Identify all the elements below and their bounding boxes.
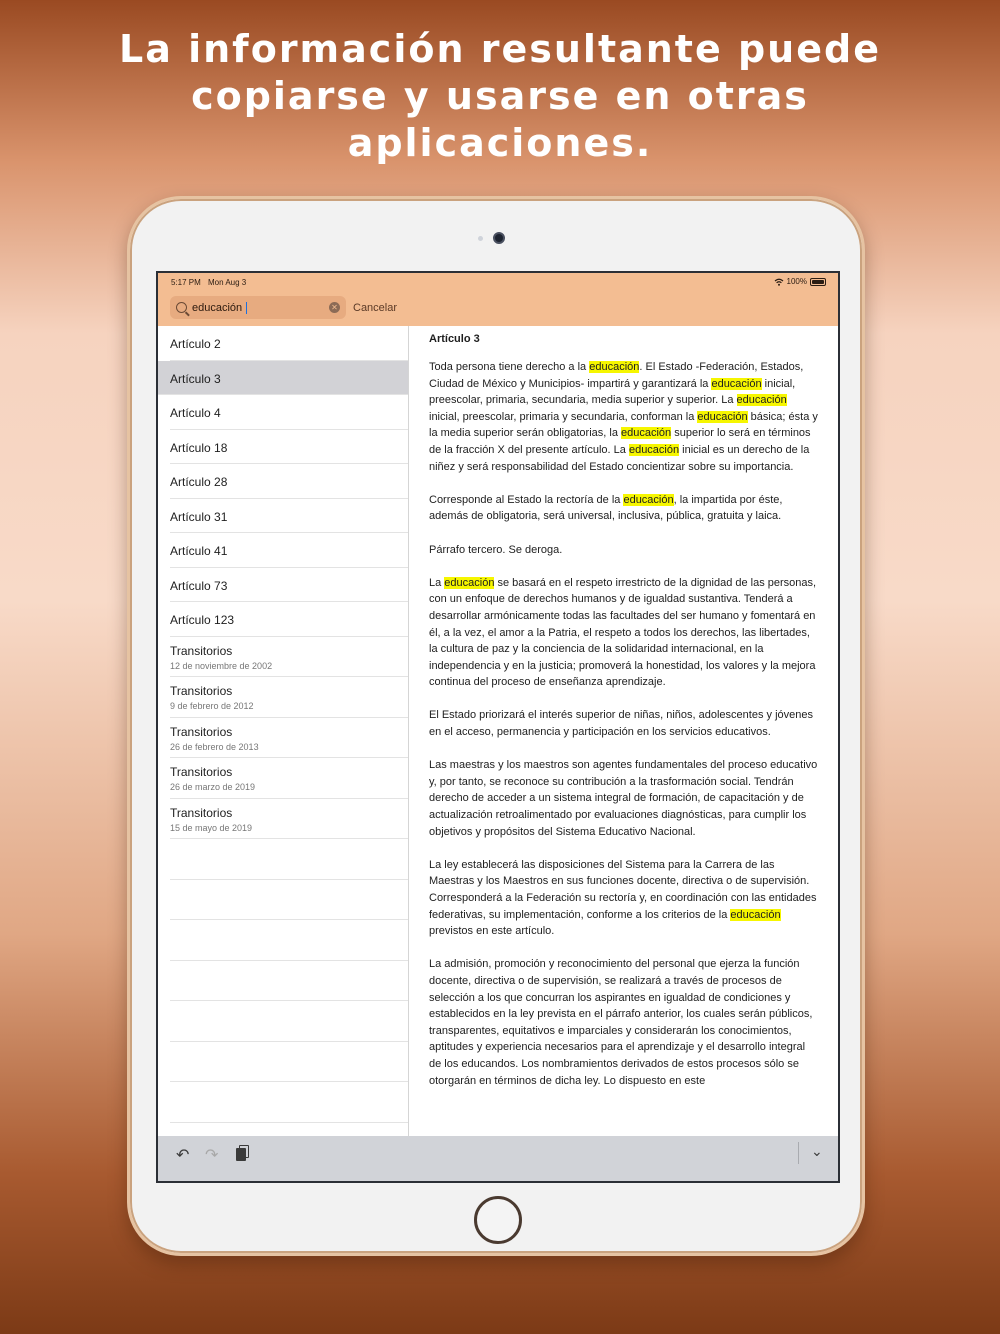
list-item-title: Transitorios [170, 643, 233, 658]
article-paragraph[interactable]: La admisión, promoción y reconocimiento del personal que ejerza la función docente, directiva o de supervisión, se realizará a través de procesos de selección a los que concurran los aspirantes en igualdad de condiciones y establecidos en la ley prevista en el párrafo anterior, los cuales serán públicos, transparentes, equitativos e imparciales y considerarán los conocimientos, aptitudes y experiencia necesarios para el aprendizaje y el desarrollo integral de los educandos. Los nombramientos derivados de estos procesos sólo se otorgarán en términos de dicha ley. Lo dispuesto en este [429, 958, 813, 1087]
undo-icon[interactable]: ↶ [176, 1147, 190, 1164]
empty-row [170, 880, 408, 921]
list-item-transitorios[interactable] [170, 758, 408, 799]
article-body[interactable] [429, 359, 820, 1089]
search-highlight: educación [444, 576, 495, 589]
list-item[interactable]: Artículo 123 [170, 602, 408, 637]
sensor-dot [478, 236, 483, 241]
list-item-date: 9 de febrero de 2012 [170, 701, 254, 711]
list-item-selected[interactable]: Artículo 3 [158, 361, 408, 396]
list-item-date: 26 de febrero de 2013 [170, 741, 259, 752]
list-item[interactable]: Artículo 41 [170, 533, 408, 568]
search-highlight: educación [623, 493, 674, 506]
search-icon [176, 302, 187, 313]
article-list [158, 326, 409, 1136]
list-item-title: Transitorios [170, 724, 233, 739]
status-bar [158, 273, 838, 291]
app-screen [156, 271, 840, 1183]
search-input[interactable]: educación [192, 302, 247, 314]
search-highlight: educación [589, 361, 640, 373]
search-field[interactable] [170, 296, 346, 319]
list-item-title: Transitorios [170, 805, 233, 820]
chevron-down-icon[interactable]: ⌄ [811, 1143, 823, 1159]
front-camera [493, 232, 505, 244]
search-highlight: educación [730, 908, 781, 921]
top-bar [158, 273, 838, 326]
cancel-button[interactable]: Cancelar [353, 302, 398, 314]
empty-row [170, 1123, 408, 1137]
headline-line-3: aplicaciones. [347, 121, 653, 165]
list-item[interactable]: Artículo 28 [170, 464, 408, 499]
article-paragraph[interactable]: Las maestras y los maestros son agentes fundamentales del proceso educativo y, por tanto, se reconoce su contribución a la trasformación social. Tendrán derecho de acceder a un sistema integral de formación, de capacitación y de actualización retroalimentado por evaluaciones diagnósticas, para cumplir los objetivos y propósitos del Sistema Educativo Nacional. [429, 759, 818, 838]
article-paragraph[interactable]: La ley establecerá las disposiciones del Sistema para la Carrera de las Maestras y los Maestros en sus funciones docente, directiva o de supervisión. Corresponderá a la Federación su rectoría y, en coordinación con las entidades federativas, su implementación, conforme a los criterios de la educación previstos en este artículo. [429, 858, 817, 938]
article-paragraph[interactable]: El Estado priorizará el interés superior de niñas, niños, adolescentes y jóvenes en el acceso, permanencia y participación en los servicios educativos. [429, 709, 813, 739]
list-item[interactable]: Artículo 73 [170, 568, 408, 603]
search-highlight: educación [621, 427, 672, 440]
list-item[interactable]: Artículo 4 [170, 395, 408, 430]
keyboard-toolbar [158, 1136, 838, 1181]
clear-icon[interactable]: ✕ [329, 302, 340, 313]
list-item-title: Transitorios [170, 684, 233, 698]
paste-icon[interactable] [236, 1145, 250, 1161]
list-item-title: Transitorios [170, 765, 233, 779]
search-highlight: educación [628, 443, 680, 456]
promo-headline [0, 26, 1000, 167]
search-highlight: educación [711, 377, 762, 390]
headline-line-1: La información resultante puede [119, 27, 881, 71]
empty-row [170, 961, 408, 1002]
empty-row [170, 1082, 408, 1123]
empty-row [170, 839, 408, 880]
empty-row [170, 1001, 408, 1042]
battery-percent: 100% [786, 277, 807, 286]
list-item[interactable]: Artículo 18 [170, 430, 408, 465]
list-item-transitorios[interactable] [170, 677, 408, 718]
list-item-date: 12 de noviembre de 2002 [170, 660, 273, 671]
toolbar-divider [798, 1142, 799, 1164]
empty-row [170, 1042, 408, 1083]
list-item-date: 26 de marzo de 2019 [170, 782, 256, 792]
article-paragraph[interactable]: Párrafo tercero. Se deroga. [429, 543, 563, 556]
battery-icon [810, 278, 826, 286]
list-item-date: 15 de mayo de 2019 [170, 822, 253, 833]
status-date: Mon Aug 3 [208, 278, 247, 287]
article-title: Artículo 3 [429, 333, 480, 345]
search-highlight: educación [736, 394, 787, 407]
list-item-transitorios[interactable] [170, 718, 408, 759]
list-item[interactable]: Artículo 2 [170, 326, 408, 361]
headline-line-2: copiarse y usarse en otras [191, 74, 809, 118]
status-right [774, 277, 826, 286]
ipad-frame [127, 196, 865, 1256]
article-paragraph[interactable]: Toda persona tiene derecho a la educación. El Estado -Federación, Estados, Ciudad de México y Municipios- impartirá y garantizará la educación inicial, preescolar, primaria, secundaria, media superior y superior. La educación inicial, preescolar, primaria y secundaria, conforman la educación básica; ésta y la media superior serán obligatorias, la educación superior lo será en términos de la fracción X del presente artículo. La educación inicial es un derecho de la niñez y será responsabilidad del Estado concientizar sobre su importancia. [429, 361, 818, 473]
redo-icon[interactable]: ↷ [205, 1147, 219, 1164]
home-button[interactable] [474, 1196, 522, 1244]
list-item-transitorios[interactable] [170, 799, 408, 840]
search-highlight: educación [697, 410, 748, 423]
status-time: 5:17 PM [171, 278, 201, 287]
list-item[interactable]: Artículo 31 [170, 499, 408, 534]
article-paragraph[interactable]: Corresponde al Estado la rectoría de la educación, la impartida por éste, además de obligatoria, será universal, inclusiva, pública, gratuita y laica. [429, 493, 783, 523]
article-content[interactable] [410, 326, 838, 1136]
list-item-transitorios[interactable] [170, 637, 408, 678]
wifi-icon [774, 278, 784, 286]
empty-row [170, 920, 408, 961]
article-paragraph[interactable]: La educación se basará en el respeto irrestricto de la dignidad de las personas, con un enfoque de derechos humanos y de igualdad sustantiva. Tenderá a desarrollar armónicamente todas las facultades del ser humano y fomentará en él, a la vez, el amor a la Patria, el respeto a todos los derechos, las libertades, la cultura de paz y la conciencia de la solidaridad internacional, en la independencia y en la justicia; promoverá la honestidad, los valores y la mejora continua del proceso de enseñanza aprendizaje. [429, 576, 817, 689]
